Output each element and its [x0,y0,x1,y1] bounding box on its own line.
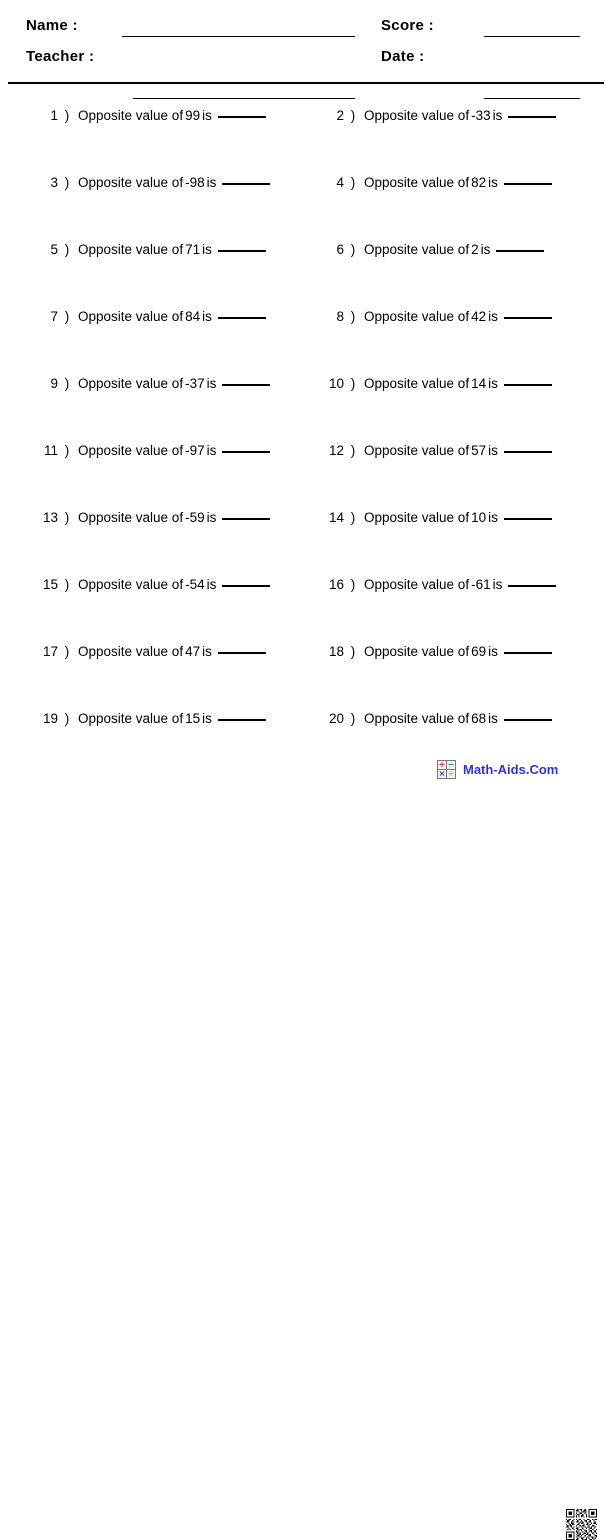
problem-paren: ) [64,175,70,190]
problem-item [36,108,266,123]
problem-paren: ) [350,108,356,123]
problem-prefix: Opposite value of [78,510,184,525]
answer-blank[interactable] [504,384,552,386]
name-input-line[interactable] [122,36,355,37]
problem-prefix: Opposite value of [364,510,470,525]
header-row-teacher-date [0,41,612,71]
worksheet-footer [0,752,612,792]
problem-value: 68 [471,711,487,726]
answer-blank[interactable] [218,719,266,721]
problem-number: 14 [328,510,344,525]
problem-suffix: is [488,443,498,458]
problem-number: 12 [328,443,344,458]
date-label: Date : [381,47,425,65]
problem-suffix: is [206,175,217,190]
problem-value: 99 [185,108,201,123]
problem-value: 69 [471,644,487,659]
problem-suffix: is [488,644,498,659]
problem-paren: ) [350,577,356,592]
problem-row [0,230,612,297]
problem-row [0,498,612,565]
problem-suffix: is [488,309,498,324]
problem-number: 20 [328,711,344,726]
problem-suffix: is [206,577,217,592]
qr-code-icon [566,1509,597,1540]
problem-number: 3 [50,175,58,190]
problem-value: -37 [185,376,205,391]
score-label: Score : [381,16,434,34]
problem-item [322,510,552,525]
problem-prefix: Opposite value of [78,108,184,123]
problem-suffix: is [488,510,498,525]
answer-blank[interactable] [504,652,552,654]
problem-row [0,632,612,699]
answer-blank[interactable] [504,317,552,319]
problem-paren: ) [64,711,70,726]
problem-suffix: is [206,443,217,458]
problem-row [0,297,612,364]
worksheet-header [0,0,612,82]
problem-value: -97 [185,443,205,458]
problem-item [36,443,270,458]
problem-item [36,175,270,190]
problem-item [322,175,552,190]
problem-prefix: Opposite value of [78,309,184,324]
problem-row [0,96,612,163]
answer-blank[interactable] [504,451,552,453]
problem-suffix: is [202,644,212,659]
answer-blank[interactable] [496,250,544,252]
problem-paren: ) [64,510,70,525]
divide-icon: ÷ [447,769,455,778]
problem-number: 10 [328,376,344,391]
name-label: Name : [26,16,78,34]
answer-blank[interactable] [222,451,270,453]
problem-value: -59 [185,510,205,525]
problem-item [322,711,552,726]
problem-suffix: is [206,376,217,391]
problem-value: 42 [471,309,487,324]
problem-number: 18 [328,644,344,659]
problem-suffix: is [202,242,212,257]
problem-suffix: is [492,577,503,592]
problem-value: -61 [471,577,491,592]
problem-value: 57 [471,443,487,458]
problem-suffix: is [488,376,498,391]
problem-suffix: is [206,510,217,525]
problem-prefix: Opposite value of [78,175,184,190]
problem-row [0,565,612,632]
problem-value: 71 [185,242,201,257]
problem-number: 16 [328,577,344,592]
answer-blank[interactable] [508,116,556,118]
problem-number: 15 [42,577,58,592]
plus-icon: + [438,760,446,769]
problem-value: 10 [471,510,487,525]
answer-blank[interactable] [508,585,556,587]
header-row-name-score [0,10,612,40]
problem-paren: ) [64,644,70,659]
problem-value: 14 [471,376,487,391]
problem-number: 11 [43,443,58,458]
problem-prefix: Opposite value of [364,309,470,324]
problem-suffix: is [488,175,498,190]
problem-number: 6 [336,242,344,257]
calculator-icon [437,760,456,779]
problem-prefix: Opposite value of [78,242,184,257]
problem-number: 7 [50,309,58,324]
problem-prefix: Opposite value of [364,577,470,592]
problem-prefix: Opposite value of [78,644,184,659]
problem-item [322,644,552,659]
answer-blank[interactable] [504,518,552,520]
problem-number: 13 [42,510,58,525]
problem-paren: ) [350,644,356,659]
problem-item [322,443,552,458]
brand-text: Math-Aids.Com [463,762,559,777]
problem-number: 5 [50,242,58,257]
problem-paren: ) [350,376,356,391]
answer-blank[interactable] [222,518,270,520]
minus-icon: − [447,760,455,769]
problem-value: 2 [471,242,479,257]
answer-blank[interactable] [504,183,552,185]
problem-item [322,577,556,592]
problem-paren: ) [350,309,356,324]
problem-number: 2 [336,108,344,123]
problem-number: 17 [42,644,58,659]
answer-blank[interactable] [222,384,270,386]
problem-row [0,364,612,431]
problem-value: -98 [185,175,205,190]
problem-suffix: is [480,242,491,257]
problem-number: 9 [50,376,58,391]
problem-paren: ) [350,443,356,458]
problem-suffix: is [492,108,503,123]
problem-item [322,309,552,324]
problem-paren: ) [64,309,70,324]
problem-item [36,242,266,257]
problem-paren: ) [64,443,70,458]
problem-list [0,96,612,766]
problem-suffix: is [202,309,212,324]
score-input-line[interactable] [484,36,580,37]
problem-item [36,644,266,659]
problem-value: -33 [471,108,491,123]
problem-prefix: Opposite value of [364,644,470,659]
problem-paren: ) [350,175,356,190]
problem-row [0,431,612,498]
problem-paren: ) [64,242,70,257]
problem-prefix: Opposite value of [78,711,184,726]
problem-suffix: is [202,108,212,123]
problem-item [36,376,270,391]
problem-prefix: Opposite value of [364,242,470,257]
problem-number: 4 [336,175,344,190]
problem-paren: ) [64,376,70,391]
answer-blank[interactable] [504,719,552,721]
problem-value: 84 [185,309,201,324]
problem-item [36,711,266,726]
answer-blank[interactable] [222,585,270,587]
problem-prefix: Opposite value of [78,577,184,592]
problem-paren: ) [64,577,70,592]
problem-prefix: Opposite value of [364,376,470,391]
problem-paren: ) [350,711,356,726]
math-aids-branding[interactable] [437,760,558,779]
problem-item [322,242,544,257]
answer-blank[interactable] [218,652,266,654]
problem-prefix: Opposite value of [364,175,470,190]
problem-prefix: Opposite value of [78,443,184,458]
problem-value: 47 [185,644,201,659]
problem-prefix: Opposite value of [364,443,470,458]
times-icon: × [438,769,446,778]
problem-prefix: Opposite value of [78,376,184,391]
problem-number: 19 [42,711,58,726]
problem-suffix: is [488,711,498,726]
problem-item [36,577,270,592]
teacher-label: Teacher : [26,47,95,65]
problem-suffix: is [202,711,212,726]
problem-number: 8 [336,309,344,324]
answer-blank[interactable] [222,183,270,185]
problem-item [36,309,266,324]
problem-row [0,163,612,230]
problem-paren: ) [350,242,356,257]
problem-value: -54 [185,577,205,592]
problem-prefix: Opposite value of [364,108,470,123]
answer-blank[interactable] [218,250,266,252]
problem-number: 1 [50,108,58,123]
problem-item [322,376,552,391]
header-divider [8,82,604,84]
answer-blank[interactable] [218,317,266,319]
problem-value: 15 [185,711,201,726]
problem-prefix: Opposite value of [364,711,470,726]
problem-item [322,108,556,123]
problem-paren: ) [350,510,356,525]
problem-value: 82 [471,175,487,190]
problem-item [36,510,270,525]
answer-blank[interactable] [218,116,266,118]
problem-paren: ) [64,108,70,123]
